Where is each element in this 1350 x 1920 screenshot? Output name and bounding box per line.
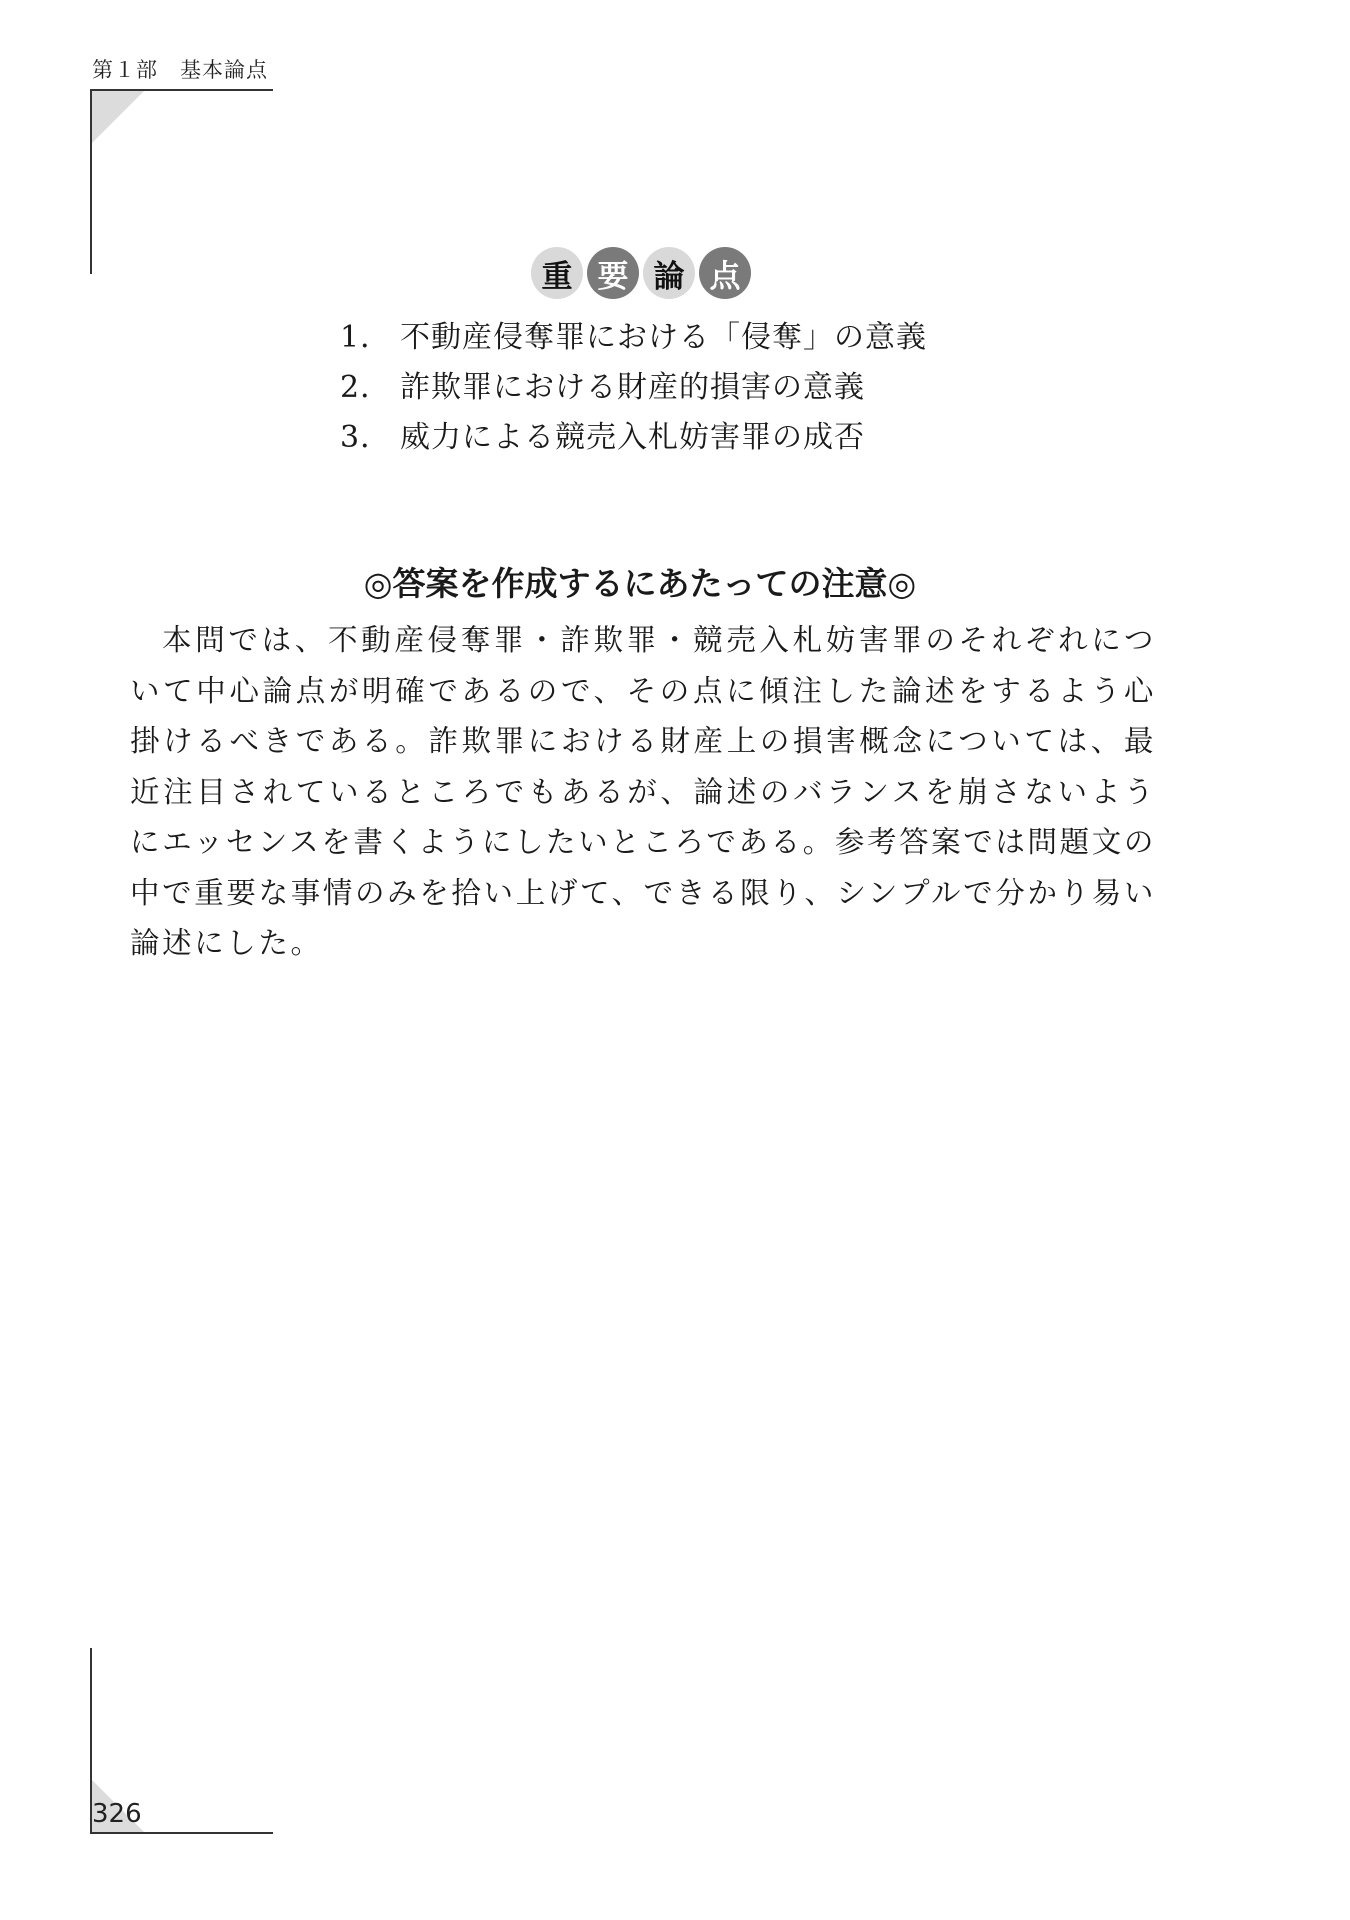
running-header <box>92 54 268 84</box>
key-points-title-char: 論 <box>643 247 695 299</box>
key-point-number: 1． <box>340 320 392 355</box>
notes-body: 本問では、不動産侵奪罪・詐欺罪・競売入札妨害罪のそれぞれについて中心論点が明確であるので、その点に傾注した論述をするよう心掛けるべきである。詐欺罪における財産上の損害概念については、最近注目されているところでもあるが、論述のバランスを崩さないようにエッセンスを書くようにしたいところである。参考答案では問題文の中で重要な事情のみを拾い上げて、できる限り、シンプルで分かり易い論述にした。 <box>130 623 1156 960</box>
part-label: 第１部 <box>92 58 158 82</box>
footer-rule <box>90 1832 273 1834</box>
key-point-item <box>340 313 927 363</box>
key-points-title-char: 要 <box>587 247 639 299</box>
key-point-text: 威力による競売入札妨害罪の成否 <box>400 420 865 455</box>
key-points-title <box>531 247 751 299</box>
key-point-item <box>340 413 927 463</box>
notes-heading: ◎答案を作成するにあたっての注意◎ <box>363 564 917 603</box>
section-label: 基本論点 <box>180 58 268 82</box>
key-point-text: 不動産侵奪罪における「侵奪」の意義 <box>400 320 927 355</box>
page-number: 326 <box>92 1799 142 1829</box>
key-point-text: 詐欺罪における財産的損害の意義 <box>400 370 865 405</box>
key-point-number: 3． <box>340 420 392 455</box>
key-point-item <box>340 363 927 413</box>
top-corner-triangle <box>92 91 144 143</box>
key-points-title-char: 点 <box>699 247 751 299</box>
key-point-number: 2． <box>340 370 392 405</box>
key-points-title-char: 重 <box>531 247 583 299</box>
key-points-list <box>340 313 927 463</box>
